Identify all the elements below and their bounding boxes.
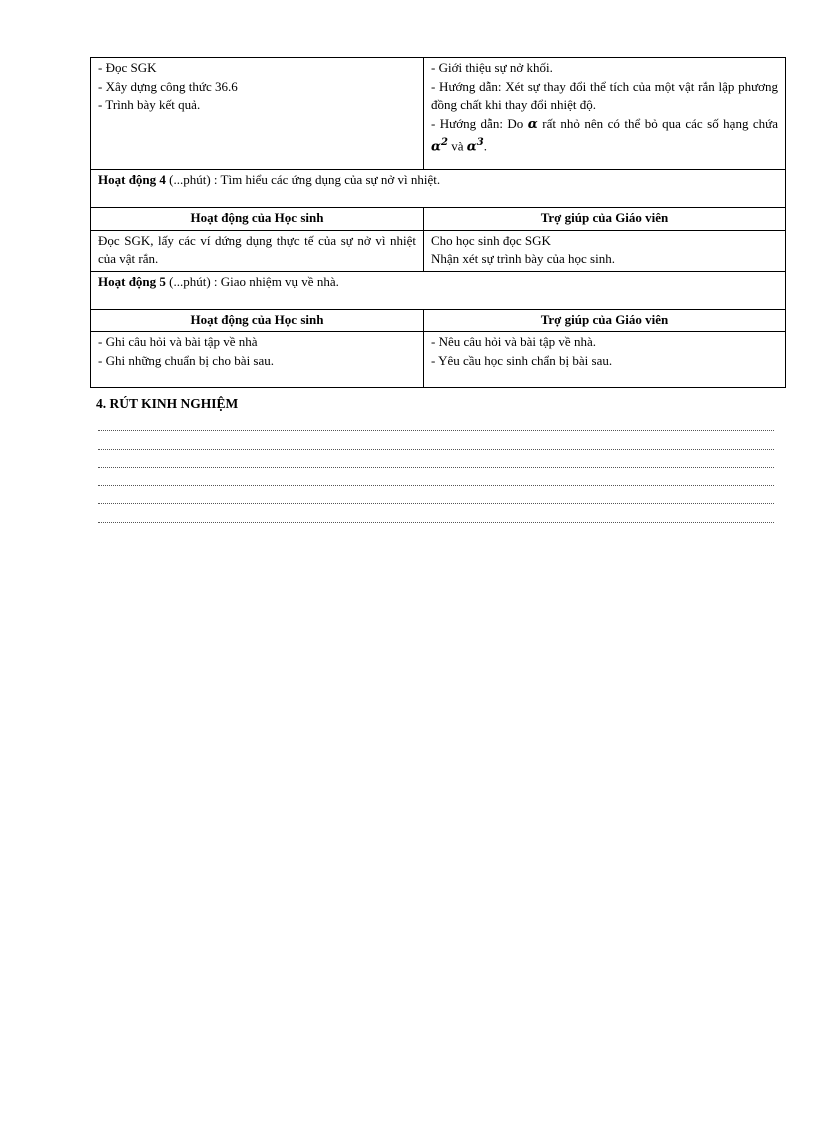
student-column-header: Hoạt động của Học sinh [91,309,424,332]
teacher-support-cell [424,332,786,388]
lesson-table [90,57,786,388]
student-step: - Ghi những chuẩn bị cho bài sau. [98,352,275,368]
teacher-step: - Yêu cầu học sinh chẩn bị bài sau. [431,352,613,368]
teacher-step: Cho học sinh đọc SGK [431,232,551,248]
section-title: 4. RÚT KINH NGHIỆM [96,396,239,411]
activity-5-content-row [91,332,786,388]
teacher-step: - Hướng dẫn: Xét sự thay đổi thể tích của một vật rắn lập phương đồng chất khi thay đổi nhiệt độ. [431,78,778,112]
dotted-line [98,486,774,504]
dotted-line [98,504,774,522]
dotted-line [98,450,774,468]
alpha-cubed: α [466,139,477,155]
dotted-line [98,431,774,449]
student-step: - Trình bày kết quả. [98,97,201,112]
activity-5-column-headers [91,309,786,332]
teacher-column-header: Trợ giúp của Giáo viên [424,208,786,231]
teacher-step: - Nêu câu hỏi và bài tập về nhà. [431,334,596,349]
student-step: - Ghi câu hỏi và bài tập về nhà [98,334,258,349]
activity-4-column-headers [91,208,786,231]
continued-activity-row [91,58,786,170]
student-activity-cell [91,332,424,388]
teacher-step: - Giới thiệu sự nở khối. [431,60,553,75]
notes-dotted-lines [98,413,774,523]
activity-4-heading-row [91,170,786,208]
teacher-column-header: Trợ giúp của Giáo viên [424,309,786,332]
student-step: - Đọc SGK [98,60,157,75]
student-activity-cell: Đọc SGK, lấy các ví dứng dụng thực tế của sự nở vì nhiệt của vật rắn. [91,230,424,271]
activity-4-content-row [91,230,786,271]
teacher-step-alpha: - Hướng dẫn: Do α rất nhỏ nên có thể bỏ qua các số hạng chứa $\alpha^2$ và $\alpha^3$. [431,115,778,155]
teacher-support-cell [424,230,786,271]
dotted-line [98,413,774,431]
dotted-line [98,468,774,486]
alpha-symbol: α [527,116,538,132]
student-activity-cell [91,58,424,170]
student-column-header: Hoạt động của Học sinh [91,208,424,231]
activity-5-heading: Hoạt động 5 (...phút) : Giao nhiệm vụ về nhà. [91,271,786,309]
alpha-squared: α [431,139,442,155]
activity-4-heading: Hoạt động 4 (...phút) : Tìm hiểu các ứng dụng của sự nở vì nhiệt. [91,170,786,208]
teacher-step: Nhận xét sự trình bày của học sinh. [431,251,615,266]
teacher-support-cell [424,58,786,170]
activity-5-heading-row [91,271,786,309]
student-step: - Xây dựng công thức 36.6 [98,78,238,94]
